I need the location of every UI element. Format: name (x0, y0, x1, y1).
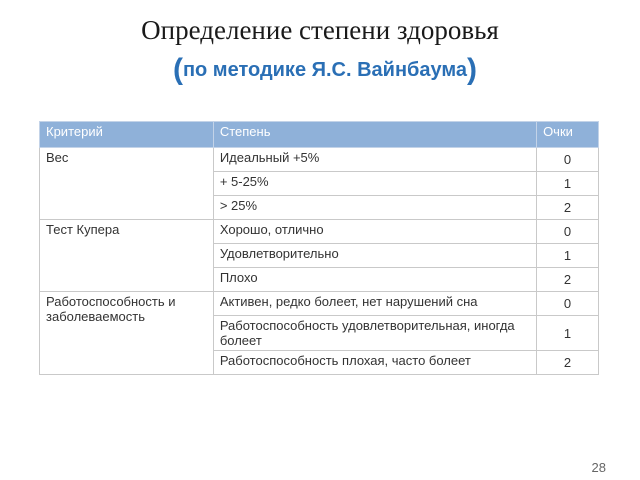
points-cell: 1 (537, 244, 599, 268)
table-row (40, 220, 599, 244)
points-cell: 0 (537, 292, 599, 316)
header-points: Очки (537, 122, 599, 148)
table-row (40, 148, 599, 172)
subtitle-open-paren: ( (172, 53, 183, 86)
degree-cell: Работоспособность удовлетворительная, иногда болеет (213, 316, 536, 351)
header-criterion: Критерий (40, 122, 214, 148)
criterion-cell: Работоспособность и заболеваемость (40, 292, 214, 375)
points-cell: 0 (537, 220, 599, 244)
subtitle-close-paren: ) (467, 53, 478, 86)
points-cell: 2 (537, 268, 599, 292)
points-cell: 0 (537, 148, 599, 172)
subtitle-text: по методике Я.С. Вайнбаума (182, 59, 468, 81)
page-number: 28 (591, 460, 606, 475)
points-cell: 2 (537, 351, 599, 375)
table-row (40, 292, 599, 316)
header-degree: Степень (213, 122, 536, 148)
degree-cell: > 25% (213, 196, 536, 220)
points-cell: 1 (537, 172, 599, 196)
points-cell: 1 (537, 316, 599, 351)
degree-cell: + 5-25% (213, 172, 536, 196)
health-criteria-table (39, 121, 599, 375)
degree-cell: Активен, редко болеет, нет нарушений сна (213, 292, 536, 316)
degree-cell: Работоспособность плохая, часто болеет (213, 351, 536, 375)
table-header-row (40, 122, 599, 148)
degree-cell: Хорошо, отлично (213, 220, 536, 244)
slide-title: Определение степени здоровья (141, 15, 499, 45)
criterion-cell: Вес (40, 148, 214, 220)
slide-subtitle (0, 54, 640, 86)
points-cell: 2 (537, 196, 599, 220)
degree-cell: Плохо (213, 268, 536, 292)
degree-cell: Идеальный +5% (213, 148, 536, 172)
criterion-cell: Тест Купера (40, 220, 214, 292)
degree-cell: Удовлетворительно (213, 244, 536, 268)
